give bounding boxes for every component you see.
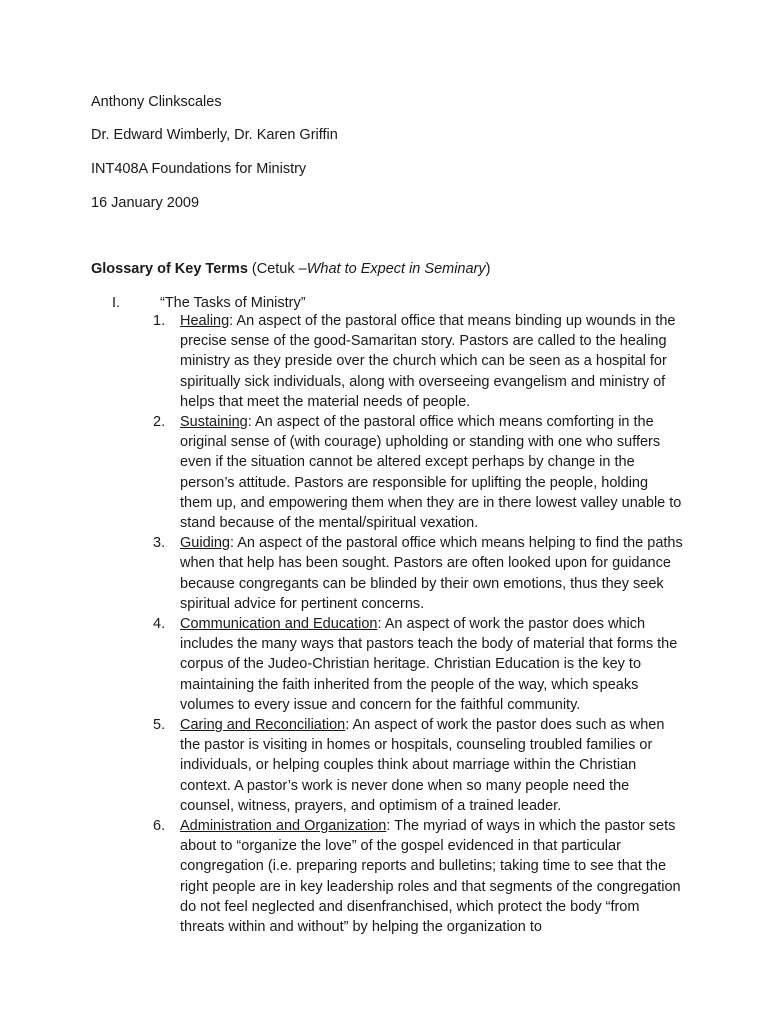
term-definition: : An aspect of work the pastor does such as when the pastor is visiting in homes or hospitals, counseling troubled families or individuals, or helping couples think about marriage within the Christian context. A pastor’s work is never done when so many people need the counsel, witness, prayers, and optimism of a trained leader. xyxy=(180,717,665,814)
term-item xyxy=(153,715,683,816)
term-number: 3. xyxy=(153,535,166,552)
term-number: 4. xyxy=(153,616,166,633)
term-number: 6. xyxy=(153,818,166,835)
term-definition: : An aspect of work the pastor does which includes the many ways that pastors teach the body of material that forms the corpus of the Judeo-Christian heritage. Christian Education is the key to maintaining the faith inherited from the people of the way, which speaks volumes to every issue and concern for the faithful community. xyxy=(180,616,678,713)
document-date: 16 January 2009 xyxy=(91,195,200,211)
term-definition: : The myriad of ways in which the pastor sets about to “organize the love” of the gospel evidenced in that particular congregation (i.e. preparing reports and bulletins; taking time to see that the right people are in key leadership roles and that segments of the congregation do not feel neglected and disenfranchised, which protect the body “from threats within and without” by helping the organization to xyxy=(180,818,681,936)
glossary-heading-source-open: (Cetuk – xyxy=(247,261,307,277)
term-name: Administration and Organization xyxy=(180,818,387,835)
term-number: 1. xyxy=(153,313,166,329)
author-name: Anthony Clinkscales xyxy=(91,94,222,110)
term-number: 5. xyxy=(153,717,166,734)
term-definition: : An aspect of the pastoral office which means helping to find the paths when that help has been sought. Pastors are often looked upon for guidance because congregants can be blinded by their own emotions, thus they seek spiritual advice for pertinent concerns. xyxy=(180,535,683,612)
glossary-heading-bold: Glossary of Key Terms xyxy=(91,261,248,277)
term-item xyxy=(153,311,683,412)
term-name: Communication and Education xyxy=(180,616,378,633)
term-list xyxy=(153,311,683,937)
term-number: 2. xyxy=(153,414,166,431)
term-definition: : An aspect of the pastoral office which means comforting in the original sense of (with courage) upholding or standing with one who suffers even if the situation cannot be altered except perhaps by change in the person’s attitude. Pastors are responsible for uplifting the people, holding them up, and empowering them when they are in there lowest valley unable to stand because of the mental/spiritual vexation. xyxy=(180,414,682,532)
instructor-names: Dr. Edward Wimberly, Dr. Karen Griffin xyxy=(91,127,338,143)
term-name: Guiding xyxy=(180,535,230,552)
term-definition: : An aspect of the pastoral office that means binding up wounds in the precise sense of the good-Samaritan story. Pastors are called to the healing ministry as they preside over the church which can be seen as a hospital for spiritually sick individuals, along with overseeing evangelism and ministry of helps that meet the material needs of people. xyxy=(180,313,676,410)
term-item xyxy=(153,614,683,715)
section-title: “The Tasks of Ministry” xyxy=(160,295,306,311)
term-item xyxy=(153,816,683,937)
term-item xyxy=(153,412,683,533)
section-numeral: I. xyxy=(112,295,121,311)
term-name: Sustaining xyxy=(180,414,248,431)
term-item xyxy=(153,533,683,614)
course-title: INT408A Foundations for Ministry xyxy=(91,161,307,177)
glossary-heading-source-title: What to Expect in Seminary xyxy=(306,261,486,277)
glossary-heading xyxy=(91,260,491,278)
term-name: Healing xyxy=(180,313,230,329)
glossary-heading-source-close: ) xyxy=(485,261,491,277)
term-name: Caring and Reconciliation xyxy=(180,717,346,734)
